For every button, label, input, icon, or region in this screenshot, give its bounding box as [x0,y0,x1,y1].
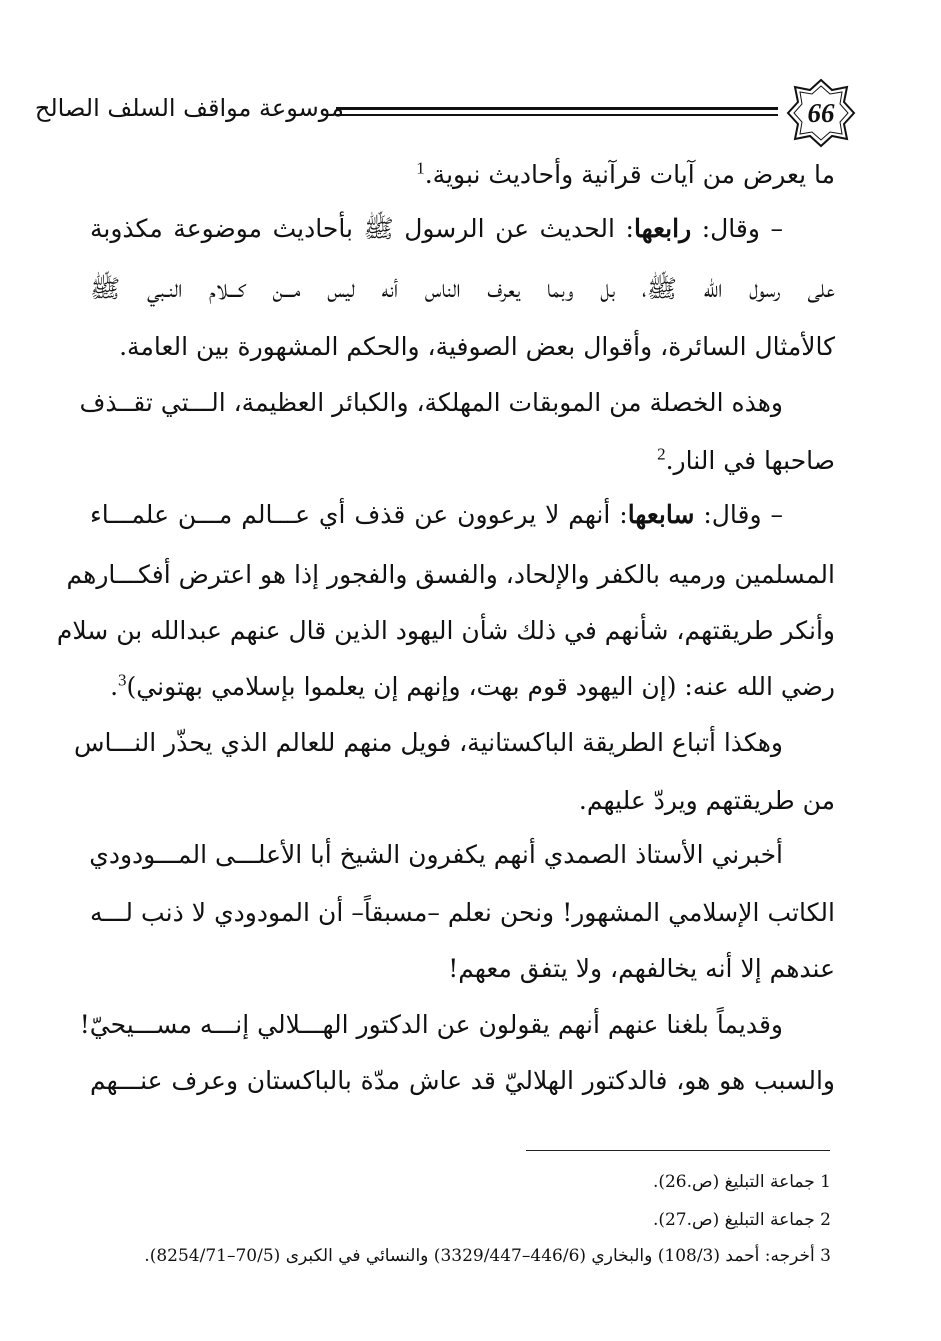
footnote: 1 جماعة التبليغ (ص.26). [652,1172,831,1192]
footnote: 2 جماعة التبليغ (ص.27). [652,1210,831,1230]
text-line: على رسول الله ﷺ، بل وبما يعرف الناس أنه ليس مـــن كـــلام النـبي ﷺ [90,274,835,303]
text-line: أخبرني الأستاذ الصمدي أنهم يكفرون الشيخ أبا الأعلـــى المـــودودي [89,840,783,869]
footnote-separator [526,1150,830,1151]
page-number-badge [786,78,856,148]
text-line: ما يعرض من آيات قرآنية وأحاديث نبوية.$^1$ [416,158,835,189]
footnote-ref: 1 [416,158,425,178]
text-line: وهذه الخصلة من الموبقات المهلكة، والكبائر العظيمة، الـــتي تقــذف [79,388,783,417]
footnote-ref: 3 [118,670,127,690]
text-line: رضي الله عنه: (إن اليهود قوم بهت، وإنهم إن يعلموا بإسلامي بهتوني)$^3$. [110,670,835,701]
text-line: – وقال: سابعها: أنهم لا يرعوون عن قذف أي عـــالم مـــن علمـــاء [90,500,783,529]
text-line: والسبب هو هو، فالدكتور الهلاليّ قد عاش مدّة بالباكستان وعرف عنـــهم [90,1066,835,1095]
bold-term: سابعها [627,500,695,529]
header-double-rule [336,107,778,119]
text-line: من طريقتهم ويردّ عليهم. [578,786,835,815]
text-line: الكاتب الإسلامي المشهور! ونحن نعلم –مسبقاً– أن المودودي لا ذنب لـــه [90,898,835,927]
text-line: كالأمثال السائرة، وأقوال بعض الصوفية، والحكم المشهورة بين العامة. [119,332,835,361]
text-line: عندهم إلا أنه يخالفهم، ولا يتفق معهم! [448,954,835,983]
text-line: المسلمين ورميه بالكفر والإلحاد، والفسق والفجور إذا هو اعترض أفكـــارهم [66,560,835,589]
text-line: وأنكر طريقتهم، شأنهم في ذلك شأن اليهود الذين قال عنهم عبدالله بن سلام [56,616,835,645]
text-line: وهكذا أتباع الطريقة الباكستانية، فويل منهم للعالم الذي يحذّر النـــاس [73,728,783,757]
text-line: – وقال: رابعها: الحديث عن الرسول ﷺ بأحاديث موضوعة مكذوبة [90,214,783,243]
footnote: 3 أخرجه: أحمد (108/3) والبخاري (446/6–3329/447) والنسائي في الكبرى (70/5–8254/71). [144,1246,831,1266]
book-title: موسوعة مواقف السلف الصالح [34,94,344,122]
bold-term: رابعها [633,214,692,243]
page-header [34,78,856,148]
text-line: صاحبها في النار.$^2$ [657,444,835,475]
page-number: 66 [807,97,835,128]
text-line: وقديماً بلغنا عنهم أنهم يقولون عن الدكتور الهـــلالي إنـــه مســـيحيّ! [79,1010,783,1039]
footnote-ref: 2 [657,444,666,464]
